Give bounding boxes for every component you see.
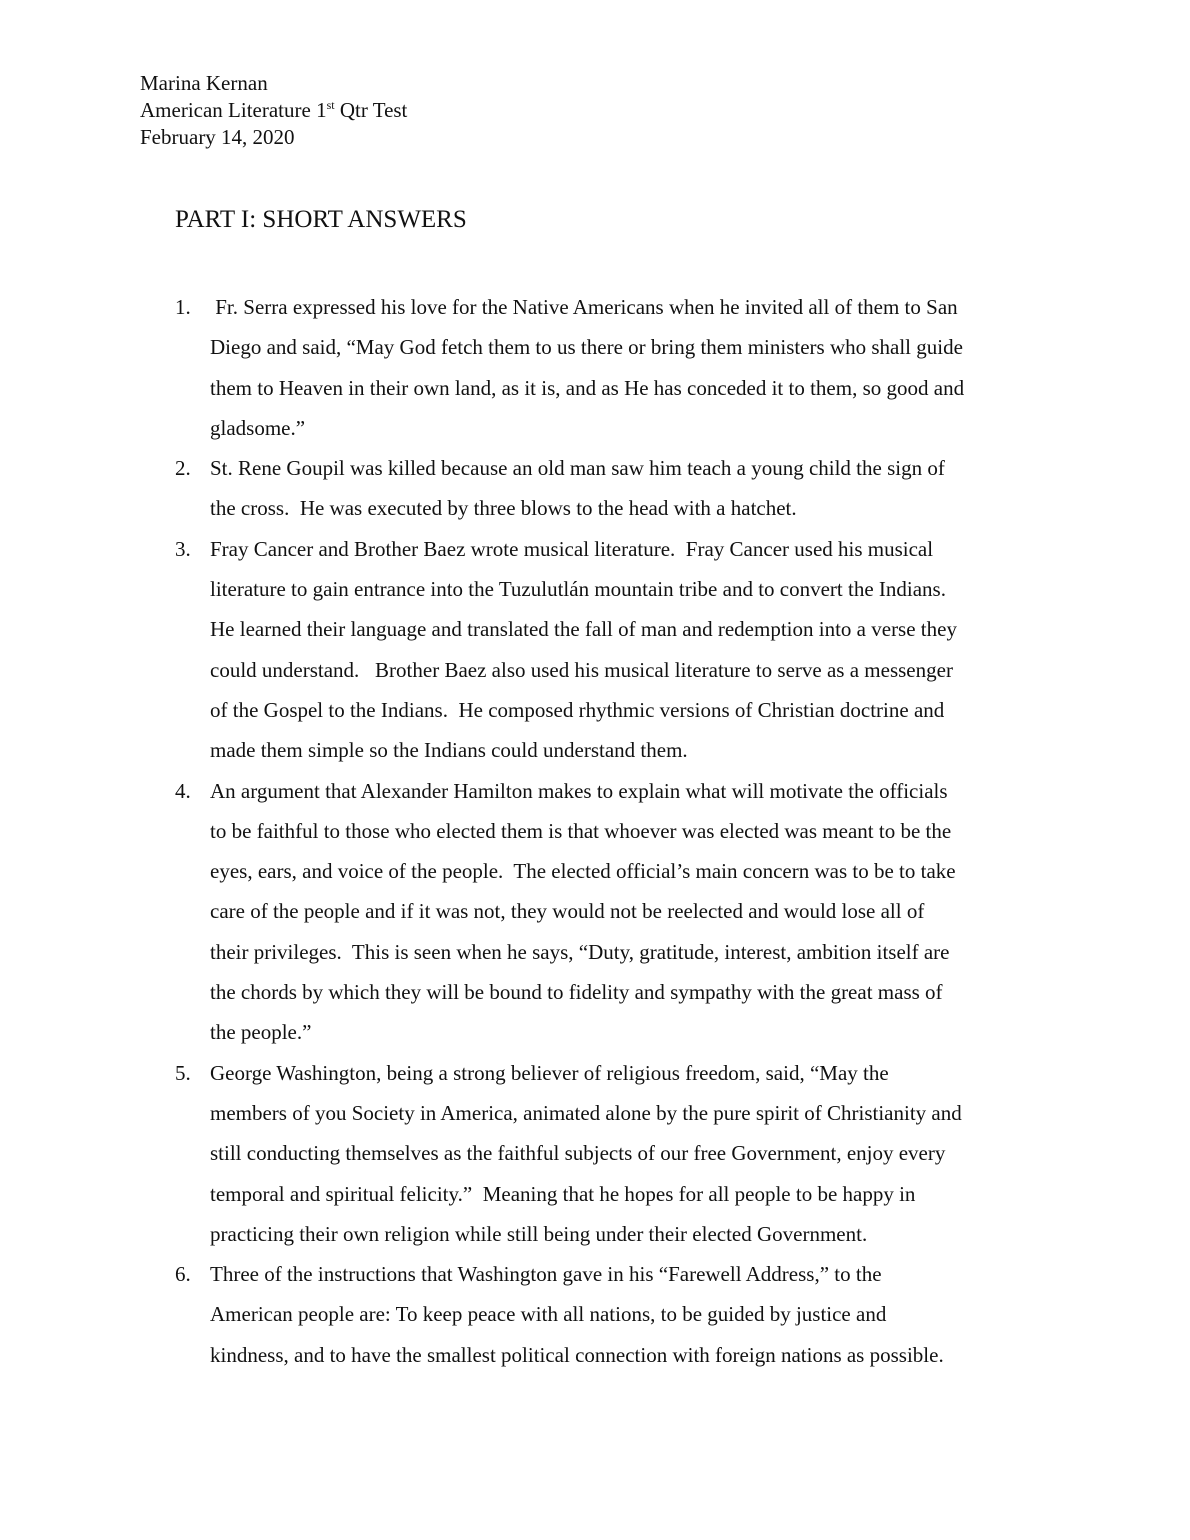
answer-text-line: them to Heaven in their own land, as it is, and as He has conceded it to them, so good and xyxy=(210,375,965,400)
answer-list xyxy=(175,287,1055,1375)
answer-number: 4. xyxy=(175,778,191,803)
course-title-ordinal: st xyxy=(326,98,335,112)
answer-item xyxy=(175,1254,1055,1375)
answer-text-line: Three of the instructions that Washington gave in his “Farewell Address,” to the xyxy=(210,1262,882,1287)
answer-text-line: members of you Society in America, animated alone by the pure spirit of Christianity and xyxy=(210,1100,962,1125)
answer-text-line: An argument that Alexander Hamilton makes to explain what will motivate the officials xyxy=(210,778,948,803)
answer-text-line: of the Gospel to the Indians. He composed rhythmic versions of Christian doctrine and xyxy=(210,697,945,722)
answer-text-line: made them simple so the Indians could understand them. xyxy=(210,738,688,763)
answer-text-line: could understand. Brother Baez also used his musical literature to serve as a messenger xyxy=(210,657,953,682)
answer-text-line: George Washington, being a strong believer of religious freedom, said, “May the xyxy=(210,1060,889,1085)
answer-text-line: the cross. He was executed by three blows to the head with a hatchet. xyxy=(210,496,797,521)
answer-text-line: to be faithful to those who elected them is that whoever was elected was meant to be the xyxy=(210,818,952,843)
answer-text-line: temporal and spiritual felicity.” Meaning that he hopes for all people to be happy in xyxy=(210,1181,916,1206)
answer-text-line: still conducting themselves as the faithful subjects of our free Government, enjoy every xyxy=(210,1141,946,1166)
answer-number: 6. xyxy=(175,1262,191,1287)
answer-text-line: their privileges. This is seen when he says, “Duty, gratitude, interest, ambition itself are xyxy=(210,939,950,964)
course-title xyxy=(140,97,407,124)
answer-text-line: St. Rene Goupil was killed because an old man saw him teach a young child the sign of xyxy=(210,456,945,481)
answer-text-line: care of the people and if it was not, they would not be reelected and would lose all of xyxy=(210,899,925,924)
document-header xyxy=(140,70,407,151)
answer-number: 5. xyxy=(175,1060,191,1085)
answer-item xyxy=(175,448,1055,529)
answer-text-line: Diego and said, “May God fetch them to us there or bring them ministers who shall guide xyxy=(210,335,963,360)
answer-text-line: Fray Cancer and Brother Baez wrote musical literature. Fray Cancer used his musical xyxy=(210,536,934,561)
answer-text-line: American people are: To keep peace with all nations, to be guided by justice and xyxy=(210,1302,887,1327)
answer-item xyxy=(175,529,1055,771)
answer-text-line: He learned their language and translated the fall of man and redemption into a verse they xyxy=(210,617,957,642)
answer-number: 1. xyxy=(175,295,191,319)
course-title-suffix: Qtr Test xyxy=(334,98,408,122)
answer-text-line: Fr. Serra expressed his love for the Native Americans when he invited all of them to San xyxy=(210,295,958,319)
student-name: Marina Kernan xyxy=(140,71,268,95)
answer-text-line: literature to gain entrance into the Tuzulutlán mountain tribe and to convert the Indians. xyxy=(210,577,946,602)
answer-item xyxy=(175,287,1055,448)
answer-item xyxy=(175,771,1055,1053)
test-date: February 14, 2020 xyxy=(140,125,295,149)
answer-text-line: gladsome.” xyxy=(210,415,306,440)
answer-text-line: practicing their own religion while still being under their elected Government. xyxy=(210,1221,868,1246)
course-title-prefix: American Literature 1 xyxy=(140,98,327,122)
answer-number: 3. xyxy=(175,536,191,561)
answer-number: 2. xyxy=(175,456,191,481)
answer-text-line: the people.” xyxy=(210,1020,312,1045)
answer-item xyxy=(175,1053,1055,1254)
answer-text-line: kindness, and to have the smallest political connection with foreign nations as possible. xyxy=(210,1342,944,1367)
answer-text-line: the chords by which they will be bound to fidelity and sympathy with the great mass of xyxy=(210,980,943,1005)
answer-text-line: eyes, ears, and voice of the people. The elected official’s main concern was to be to take xyxy=(210,859,956,884)
section-title: PART I: SHORT ANSWERS xyxy=(175,206,467,233)
